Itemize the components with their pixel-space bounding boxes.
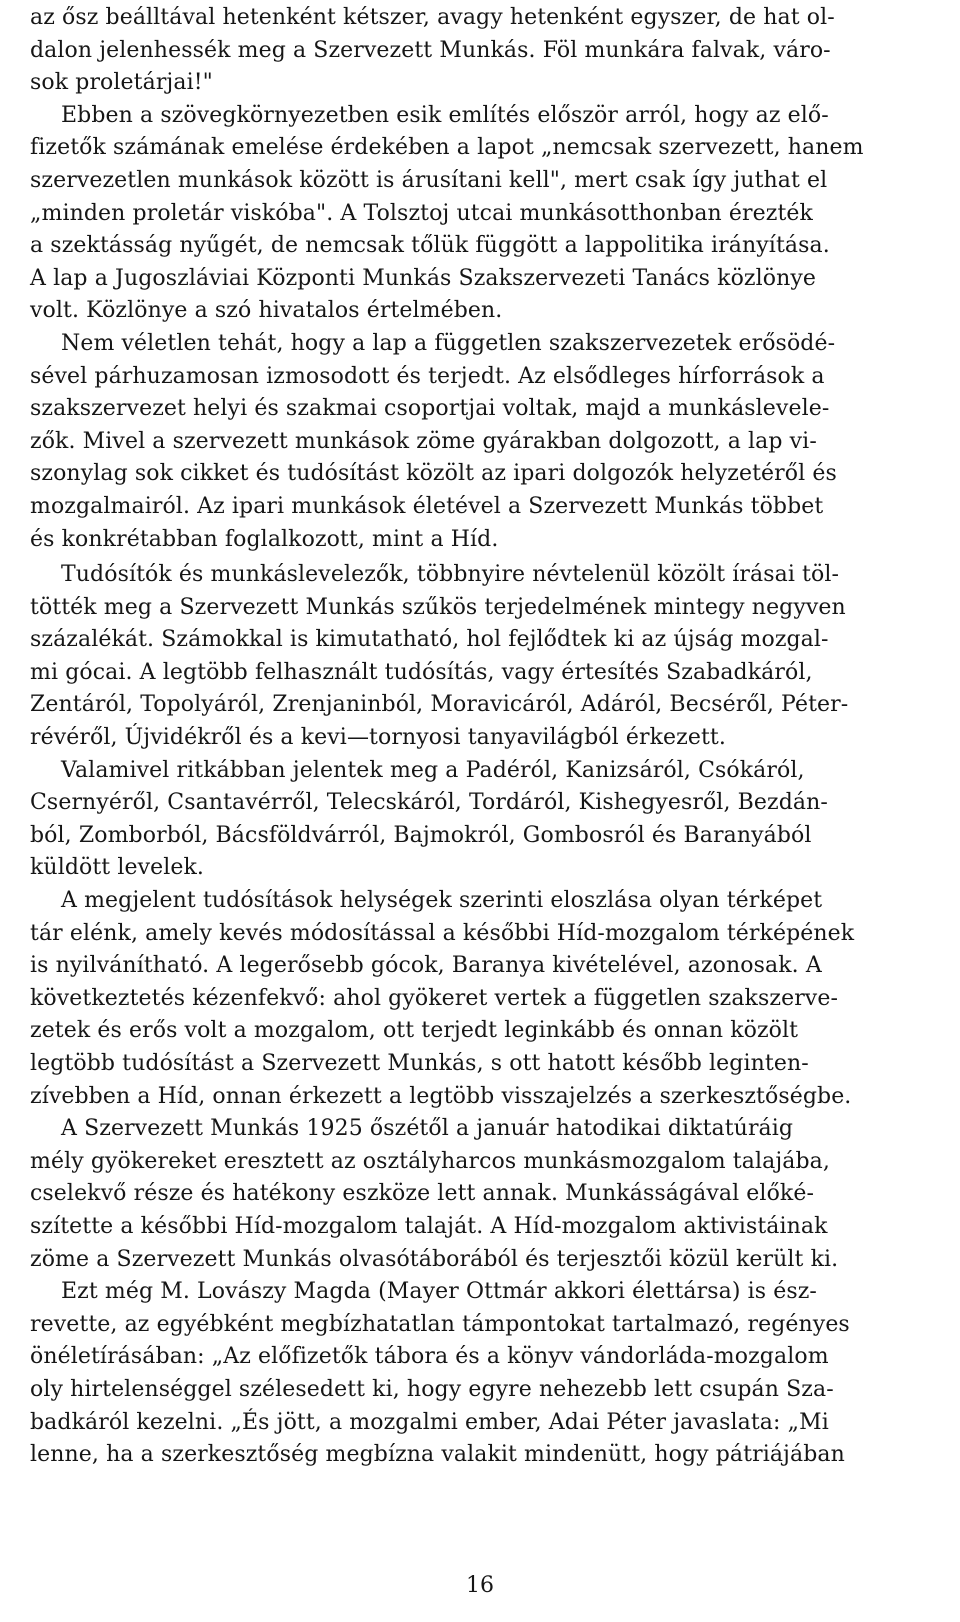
text-line: is nyilvánítható. A legerősebb gócok, Baranya kivételével, azonosak. A xyxy=(30,953,822,979)
paragraph xyxy=(30,328,925,556)
text-line: zöme a Szervezett Munkás olvasótáborából és terjesztői közül került ki. xyxy=(30,1246,839,1272)
paragraph xyxy=(30,559,925,755)
text-line: révéről, Újvidékről és a kevi—tornyosi tanyavilágból érkezett. xyxy=(30,725,726,751)
text-line: fizetők számának emelése érdekében a lapot „nemcsak szervezett, hanem xyxy=(30,135,864,161)
text-line: mi gócai. A legtöbb felhasznált tudósítás, vagy értesítés Szabadkáról, xyxy=(30,659,813,685)
body-text xyxy=(30,2,925,1472)
paragraph xyxy=(30,2,925,100)
text-line: szonylag sok cikket és tudósítást közölt az ipari dolgozók helyzetéről és xyxy=(30,461,837,487)
text-line: „minden proletár viskóba". A Tolsztoj utcai munkásotthonban érezték xyxy=(30,200,813,226)
text-line: Valamivel ritkábban jelentek meg a Padéról, Kanizsáról, Csókáról, xyxy=(61,757,805,783)
text-line: revette, az egyébként megbízhatatlan támpontokat tartalmazó, regényes xyxy=(30,1311,850,1337)
paragraph xyxy=(30,100,925,328)
text-line: legtöbb tudósítást a Szervezett Munkás, s ott hatott később leginten- xyxy=(30,1051,809,1076)
text-line: ból, Zomborból, Bácsföldvárról, Bajmokról, Gombosról és Baranyából xyxy=(30,822,812,848)
page-number: 16 xyxy=(466,1573,494,1598)
text-line: tötték meg a Szervezett Munkás szűkös terjedelmének mintegy negyven xyxy=(30,594,846,620)
text-line: mély gyökereket eresztett az osztályharcos munkásmozgalom talajába, xyxy=(30,1148,830,1174)
text-line: dalon jelenhessék meg a Szervezett Munkás. Föl munkára falvak, váro- xyxy=(30,37,831,63)
text-line: A lap a Jugoszláviai Központi Munkás Szakszervezeti Tanács közlönye xyxy=(30,265,817,291)
paragraph xyxy=(30,885,925,1113)
text-line: Zentáról, Topolyáról, Zrenjaninból, Moravicáról, Adáról, Becséről, Péter- xyxy=(30,692,849,718)
text-line: Ebben a szövegkörnyezetben esik említés először arról, hogy az elő- xyxy=(61,102,829,128)
paragraph xyxy=(30,1276,925,1472)
text-line: százalékát. Számokkal is kimutatható, hol fejlődtek ki az újság mozgal- xyxy=(30,627,829,653)
text-line: zetek és erős volt a mozgalom, ott terjedt leginkább és onnan közölt xyxy=(30,1018,799,1044)
paragraph xyxy=(30,1113,925,1276)
text-line: volt. Közlönye a szó hivatalos értelmében. xyxy=(30,298,503,324)
text-line: A Szervezett Munkás 1925 őszétől a január hatodikai diktatúráig xyxy=(61,1116,794,1142)
text-line: mozgalmairól. Az ipari munkások életével a Szervezett Munkás többet xyxy=(30,493,824,519)
text-line: Nem véletlen tehát, hogy a lap a független szakszervezetek erősödé- xyxy=(61,330,836,356)
text-line: tár elénk, amely kevés módosítással a későbbi Híd-mozgalom térképének xyxy=(30,920,855,946)
text-line: szakszervezet helyi és szakmai csoportjai voltak, majd a munkáslevele- xyxy=(30,396,830,422)
text-line: Csernyéről, Csantavérről, Telecskáról, Tordáról, Kishegyesről, Bezdán- xyxy=(30,790,828,816)
text-line: zők. Mivel a szervezett munkások zöme gyárakban dolgozott, a lap vi- xyxy=(30,428,817,454)
text-line: lenne, ha a szerkesztőség megbízna valakit mindenütt, hogy pátriájában xyxy=(30,1442,845,1468)
text-line: A megjelent tudósítások helységek szerinti eloszlása olyan térképet xyxy=(61,888,823,914)
text-line: következtetés kézenfekvő: ahol gyökeret vertek a független szakszerve- xyxy=(30,985,838,1011)
text-line: a szektásság nyűgét, de nemcsak tőlük függött a lappolitika irányítása. xyxy=(30,233,830,259)
text-line: az ősz beálltával hetenként kétszer, avagy hetenként egyszer, de hat ol- xyxy=(30,5,835,30)
text-line: sok proletárjai!" xyxy=(30,70,213,96)
text-line: Ezt még M. Lovászy Magda (Mayer Ottmár akkori élettársa) is ész- xyxy=(61,1279,817,1305)
text-line: szítette a későbbi Híd-mozgalom talaját. A Híd-mozgalom aktivistáinak xyxy=(30,1213,828,1239)
text-line: oly hirtelenséggel szélesedett ki, hogy egyre nehezebb lett csupán Sza- xyxy=(30,1376,834,1402)
text-line: cselekvő része és hatékony eszköze lett annak. Munkásságával előké- xyxy=(30,1181,814,1207)
text-line: Tudósítók és munkáslevelezők, többnyire névtelenül közölt írásai töl- xyxy=(61,562,840,588)
text-line: szervezetlen munkások között is árusítani kell", mert csak így juthat el xyxy=(30,167,828,193)
text-line: és konkrétabban foglalkozott, mint a Híd. xyxy=(30,526,499,552)
text-line: küldött levelek. xyxy=(30,855,205,881)
text-line: zívebben a Híd, onnan érkezett a legtöbb visszajelzés a szerkesztőségbe. xyxy=(30,1083,852,1109)
text-line: sével párhuzamosan izmosodott és terjedt. Az elsődleges hírforrások a xyxy=(30,363,825,389)
text-line: önéletírásában: „Az előfizetők tábora és a könyv vándorláda-mozgalom xyxy=(30,1344,829,1370)
paragraph xyxy=(30,755,925,885)
text-line: badkáról kezelni. „És jött, a mozgalmi ember, Adai Péter javaslata: „Mi xyxy=(30,1409,829,1435)
